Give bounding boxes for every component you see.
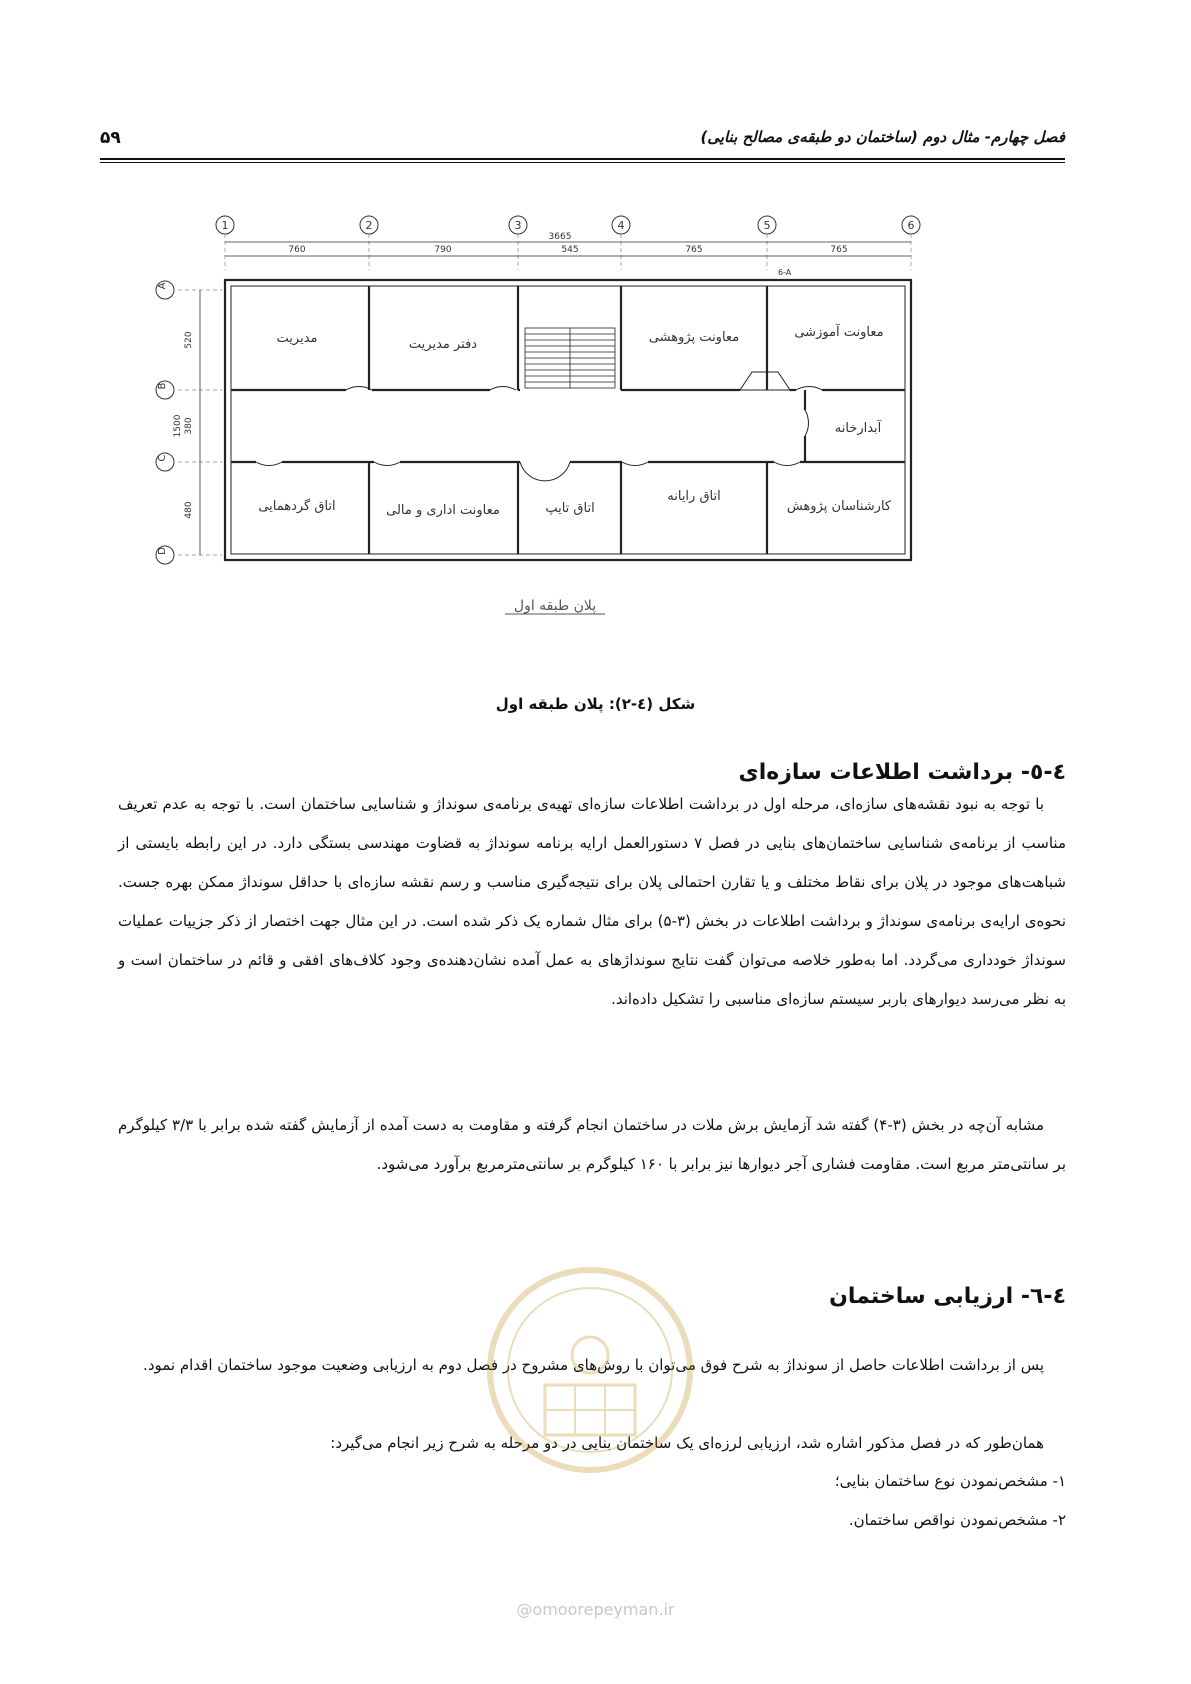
list-item: ۲- مشخص‌نمودن نواقص ساختمان.: [848, 1511, 1066, 1529]
dimension-label: 790: [434, 245, 452, 255]
grid-bubble-6: [902, 216, 920, 234]
room-label: معاونت پژوهشی: [648, 330, 740, 345]
body-paragraph: [118, 1424, 1066, 1463]
paragraph-text: پس از برداشت اطلاعات حاصل از سونداژ به شرح فوق می‌توان با روش‌های مشروح در فصل دوم به ارزیابی وضعیت موجود ساختمان اقدام نمود.: [143, 1356, 1044, 1374]
grid-letter: C: [157, 454, 168, 462]
grid-number: 1: [221, 219, 229, 232]
grid-bubble-A: [156, 281, 174, 299]
dimension-label: 480: [184, 501, 194, 519]
grid-letter: A: [157, 282, 168, 290]
grid-bubble-5: [758, 216, 776, 234]
grid-number: 4: [617, 219, 625, 232]
grid-number: 2: [365, 219, 373, 232]
dimension-label: 760: [288, 245, 306, 255]
body-paragraph: [118, 1346, 1066, 1385]
total-dimension: 3665: [548, 232, 572, 242]
chapter-title: فصل چهارم- مثال دوم (ساختمان دو طبقه‌ی مصالح بنایی): [700, 128, 1065, 146]
room-label: مدیریت: [276, 331, 318, 346]
grid-bubble-1: [216, 216, 234, 234]
watermark-url: @omoorepeyman.ir: [516, 1600, 675, 1619]
plan-label: پلان طبقه اول: [513, 598, 597, 614]
room-label: اتاق رایانه: [667, 489, 721, 504]
grid-bubble-2: [360, 216, 378, 234]
dimension-label: 520: [184, 331, 194, 349]
dimension-label: 1500: [173, 414, 183, 438]
room-label: کارشناسان پژوهش: [786, 499, 892, 514]
header-rule: [100, 158, 1065, 160]
stairs: [525, 328, 615, 388]
section-heading: ٤-٦- ارزیابی ساختمان: [829, 1284, 1066, 1309]
section-mark: 6-A: [778, 268, 792, 277]
section-heading: ٤-٥- برداشت اطلاعات سازه‌ای: [738, 760, 1066, 785]
dimension-label: 545: [561, 245, 579, 255]
figure-caption: شکل (٤-٢): پلان طبقه اول: [495, 695, 696, 713]
paragraph-text: مشابه آن‌چه در بخش (۳-۴) گفته شد آزمایش برش ملات در ساختمان انجام گرفته و مقاومت به دست آمده از آزمایش گفته شده برابر با ۳/۳ کیلوگرم بر سانتی‌متر مربع است. مقاومت فشاری آجر دیوارها نیز برابر با ۱۶۰ کیلوگرم بر سانتی‌مترمربع برآورد می‌شود.: [118, 1116, 1066, 1173]
grid-number: 6: [907, 219, 915, 232]
grid-bubble-B: [156, 381, 174, 399]
list-item: ۱- مشخص‌نمودن نوع ساختمان بنایی؛: [834, 1472, 1066, 1490]
page-number: ۵۹: [100, 128, 121, 148]
grid-bubble-4: [612, 216, 630, 234]
grid-bubble-C: [156, 453, 174, 471]
grid-letter: D: [157, 547, 168, 555]
header-rule-thin: [100, 162, 1065, 163]
dimension-label: 765: [830, 245, 848, 255]
body-paragraph: [118, 785, 1066, 1019]
room-label: دفتر مدیریت: [408, 337, 478, 352]
dimension-label: 765: [685, 245, 703, 255]
grid-bubble-3: [509, 216, 527, 234]
room-label: معاونت اداری و مالی: [386, 503, 500, 518]
grid-bubble-D: [156, 546, 174, 564]
room-label: اتاق گردهمایی: [258, 499, 336, 514]
floor-plan-figure: [157, 219, 1020, 670]
grid-letter: B: [157, 382, 168, 390]
dimension-label: 380: [184, 417, 194, 435]
grid-number: 3: [514, 219, 522, 232]
paragraph-text: همان‌طور که در فصل مذکور اشاره شد، ارزیابی لرزه‌ای یک ساختمان بنایی در دو مرحله به شرح زیر انجام می‌گیرد:: [330, 1434, 1044, 1452]
room-label: آبدارخانه: [834, 421, 882, 436]
grid-number: 5: [763, 219, 771, 232]
room-label: اتاق تایپ: [545, 501, 595, 516]
page-header: [100, 120, 1065, 160]
paragraph-text: با توجه به نبود نقشه‌های سازه‌ای، مرحله اول در برداشت اطلاعات سازه‌ای تهیه‌ی برنامه‌ی سونداژ و شناسایی ساختمان است. با توجه به عدم تعریف مناسب از برنامه‌ی شناسایی ساختمان‌های بنایی در فصل ۷ دستورالعمل ارایه برنامه سونداژ به قضاوت مهندسی بستگی دارد. در این رابطه بایستی از شباهت‌های موجود در پلان برای نقاط مختلف و یا تقارن احتمالی پلان برای نتیجه‌گیری مناسب و رسم نقشه سازه‌ای با حداقل سونداژ ممکن بهره جست. نحوه‌ی ارایه‌ی برنامه‌ی سونداژ و برداشت اطلاعات در بخش (۳-۵) برای مثال شماره یک ذکر شده است. در این مثال جهت اختصار از ذکر جزییات عملیات سونداژ خودداری می‌گردد. اما به‌طور خلاصه می‌توان گفت نتایج سونداژهای به عمل آمده نشان‌دهنده‌ی وجود کلاف‌های افقی و قائم در ساختمان است و به نظر می‌رسد دیوارهای باربر سیستم سازه‌ای مناسبی را تشکیل داده‌اند.: [118, 795, 1066, 1008]
body-paragraph: [118, 1106, 1066, 1184]
room-label: معاونت آموزشی: [794, 325, 884, 340]
